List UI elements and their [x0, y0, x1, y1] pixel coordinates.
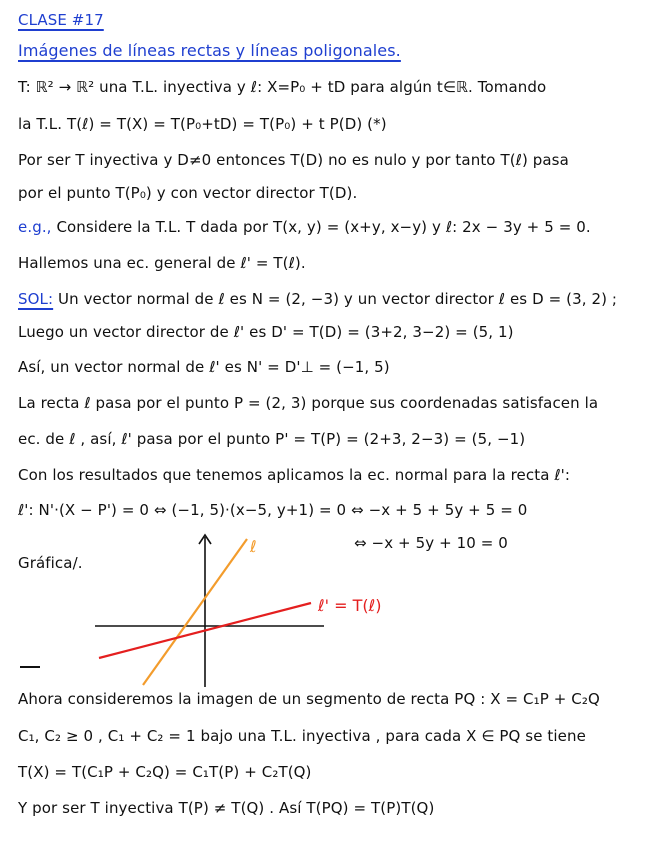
body-line-10: La recta ℓ pasa por el punto P = (2, 3) porque sus coordenadas satisfacen la	[18, 394, 599, 412]
separator-mark	[20, 666, 40, 668]
body-line-8: Luego un vector director de ℓ' es D' = T(D) = (3+2, 3−2) = (5, 1)	[18, 323, 514, 341]
body-line-9: Así, un vector normal de ℓ' es N' = D'⊥ = (−1, 5)	[18, 358, 390, 376]
example-line	[18, 217, 591, 237]
label-l: ℓ	[250, 537, 257, 556]
body-line-12: Con los resultados que tenemos aplicamos la ec. normal para la recta ℓ':	[18, 466, 571, 484]
body-line-4: por el punto T(P₀) y con vector director T(D).	[18, 184, 358, 202]
y-axis	[199, 535, 211, 687]
body-line-6: Hallemos una ec. general de ℓ' = T(ℓ).	[18, 254, 306, 272]
body-line-14: ⇔ −x + 5y + 10 = 0	[354, 534, 508, 552]
body-line-1: T: ℝ² → ℝ² una T.L. inyectiva y ℓ: X=P₀ + tD para algún t∈ℝ. Tomando	[18, 78, 547, 96]
solution-line	[18, 289, 617, 309]
body-line-2: la T.L. T(ℓ) = T(X) = T(P₀+tD) = T(P₀) + t P(D) (*)	[18, 115, 387, 133]
body-line-16: Ahora consideremos la imagen de un segmento de recta PQ : X = C₁P + C₂Q	[18, 690, 600, 708]
solution-label: SOL:	[18, 290, 54, 308]
line-l	[143, 539, 247, 685]
body-line-13: ℓ': N'·(X − P') = 0 ⇔ (−1, 5)·(x−5, y+1) = 0 ⇔ −x + 5 + 5y + 5 = 0	[18, 501, 528, 519]
solution-text: Un vector normal de ℓ es N = (2, −3) y un vector director ℓ es D = (3, 2) ;	[58, 290, 618, 308]
body-line-19: Y por ser T inyectiva T(P) ≠ T(Q) . Así T(PQ) = T(P)T(Q)	[18, 799, 435, 817]
body-line-3: Por ser T inyectiva y D≠0 entonces T(D) no es nulo y por tanto T(ℓ) pasa	[18, 151, 569, 169]
graph-caption: Gráfica/.	[18, 554, 83, 572]
example-text: Considere la T.L. T dada por T(x, y) = (x+y, x−y) y ℓ: 2x − 3y + 5 = 0.	[56, 218, 591, 236]
body-line-11: ec. de ℓ , así, ℓ' pasa por el punto P' = T(P) = (2+3, 2−3) = (5, −1)	[18, 430, 526, 448]
note-title: Imágenes de líneas rectas y líneas poligonales.	[18, 41, 401, 60]
body-line-17: C₁, C₂ ≥ 0 , C₁ + C₂ = 1 bajo una T.L. inyectiva , para cada X ∈ PQ se tiene	[18, 727, 586, 745]
graph	[95, 533, 325, 689]
example-label: e.g.,	[18, 218, 52, 236]
body-line-18: T(X) = T(C₁P + C₂Q) = C₁T(P) + C₂T(Q)	[18, 763, 312, 781]
label-l-prime: ℓ' = T(ℓ)	[318, 596, 382, 615]
note-header: CLASE #17	[18, 11, 104, 29]
